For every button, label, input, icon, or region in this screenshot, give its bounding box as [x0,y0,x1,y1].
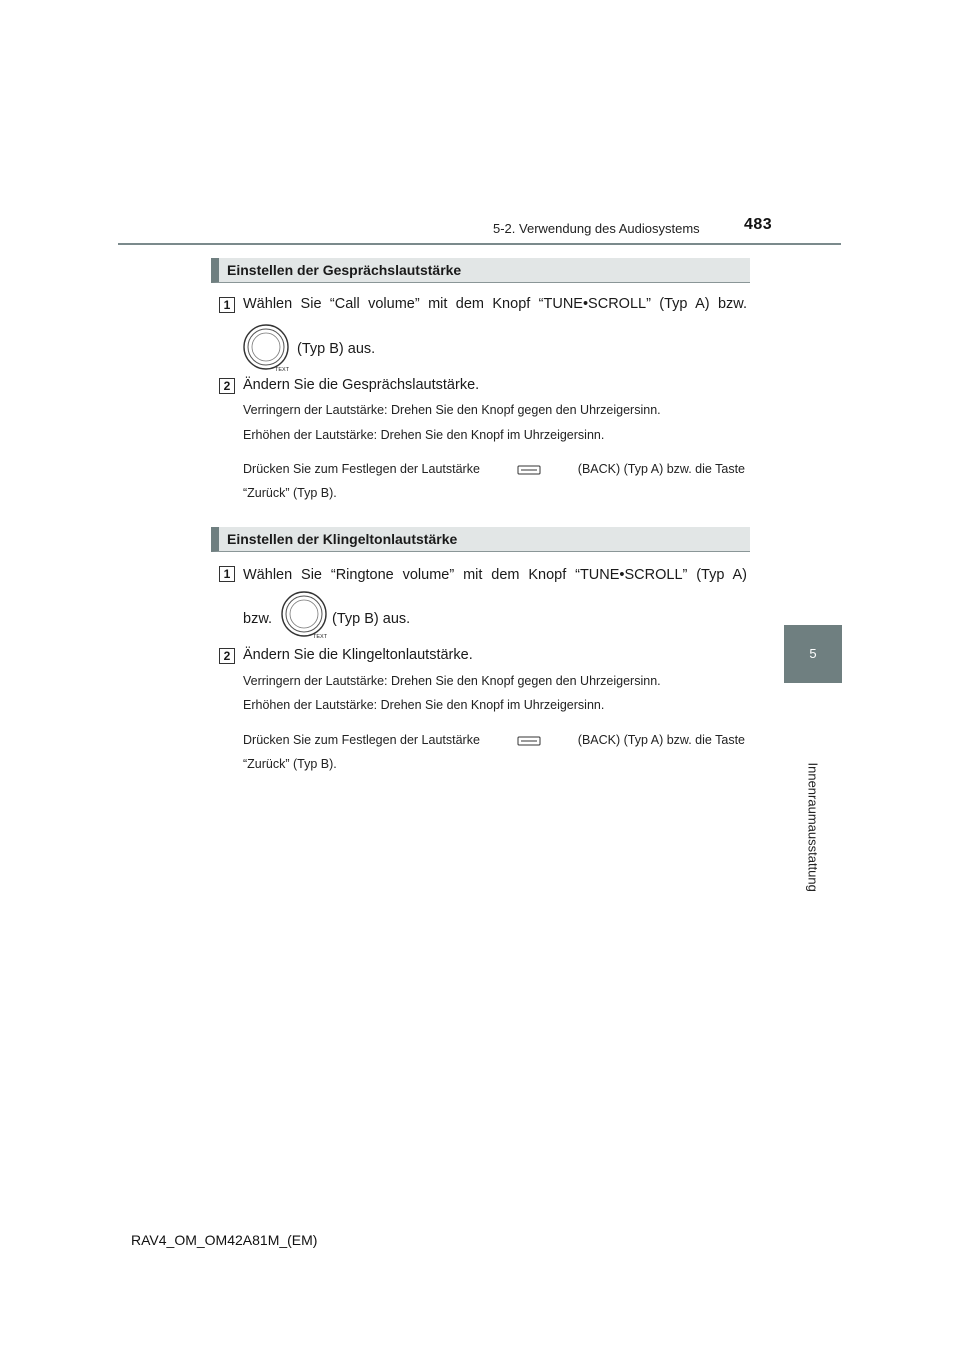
knob-text-label: TEXT [313,634,328,640]
note-confirm-continued: “Zurück” (Typ B). [243,486,337,500]
header-rule [118,243,841,245]
note-increase-volume: Erhöhen der Lautstärke: Drehen Sie den Knopf im Uhrzeigersinn. [243,428,605,442]
chapter-tab [784,625,842,683]
note-increase-volume: Erhöhen der Lautstärke: Drehen Sie den Knopf im Uhrzeigersinn. [243,698,605,712]
tune-knob-icon [280,590,332,642]
note-decrease-volume: Verringern der Lautstärke: Drehen Sie den Knopf gegen den Uhrzeigersinn. [243,674,661,688]
tune-knob-icon [242,323,294,375]
knob-text-label: TEXT [275,367,290,373]
header-section-title: 5-2. Verwendung des Audiosystems [493,221,700,236]
step-text: Ändern Sie die Gesprächslautstärke. [243,377,480,393]
section-title-ringtone-volume: Einstellen der Klingeltonlautstärke [211,527,750,552]
step-text: Ändern Sie die Klingeltonlautstärke. [243,647,473,663]
note-text: Drücken Sie zum Festlegen der Lautstärke [243,733,480,747]
note-confirm-volume [243,728,745,753]
note-text: Drücken Sie zum Festlegen der Lautstärke [243,462,480,476]
chapter-label: Innenraumausstattung [805,762,821,892]
step-number-box: 2 [219,378,235,394]
page-number: 483 [744,216,773,233]
note-text: (BACK) (Typ A) bzw. die Taste [577,733,745,747]
section-title-call-volume: Einstellen der Gesprächslautstärke [211,258,750,283]
back-button-icon [517,736,541,746]
step-text-continued: (Typ B) aus. [297,341,376,357]
note-confirm-volume [243,457,745,482]
back-button-icon [517,465,541,475]
note-text: (BACK) (Typ A) bzw. die Taste [577,462,745,476]
step-number-box: 1 [219,566,235,582]
step-number-box: 2 [219,648,235,664]
step-text: Wählen Sie “Call volume” mit dem Knopf “TUNE•SCROLL” (Typ A) bzw. [243,296,747,312]
step-number-box: 1 [219,297,235,313]
footer-document-code: RAV4_OM_OM42A81M_(EM) [131,1232,318,1248]
step-text-continued: (Typ B) aus. [332,611,411,627]
step-text-prefix: bzw. [243,611,273,627]
step-text: Wählen Sie “Ringtone volume” mit dem Knopf “TUNE•SCROLL” (Typ A) [243,567,747,583]
note-confirm-continued: “Zurück” (Typ B). [243,757,337,771]
chapter-number: 5 [809,646,817,661]
note-decrease-volume: Verringern der Lautstärke: Drehen Sie den Knopf gegen den Uhrzeigersinn. [243,403,661,417]
